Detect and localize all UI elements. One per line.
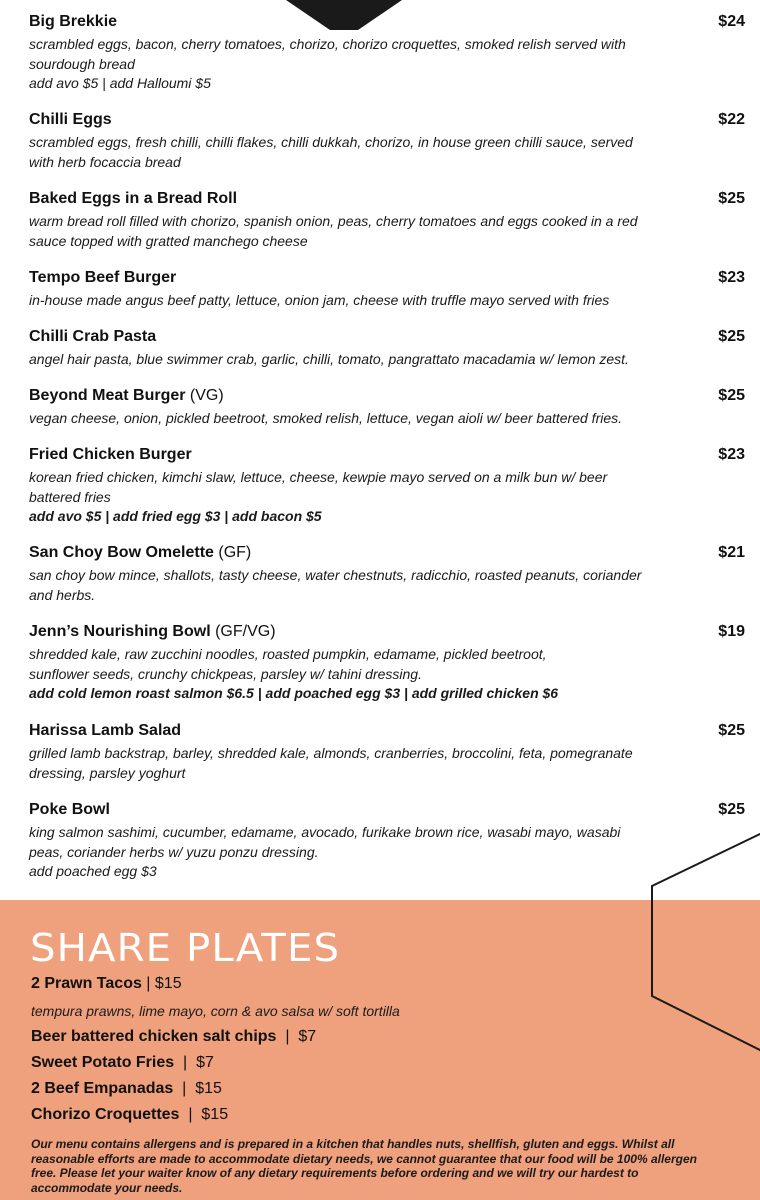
menu-item-poke-bowl: [29, 801, 745, 882]
menu-item-tempo-beef-burger: [29, 269, 745, 311]
item-name: Fried Chicken Burger: [29, 446, 192, 463]
item-description: grilled lamb backstrap, barley, shredded kale, almonds, cranberries, broccolini, feta, pomegranate dressing, parsley yoghurt: [29, 745, 633, 781]
menu-item-chilli-eggs: [29, 111, 745, 172]
item-addons: add poached egg $3: [29, 863, 157, 880]
item-price: $23: [718, 269, 745, 286]
item-name: Big Brekkie: [29, 13, 118, 30]
share-item-chicken-salt-chips: Beer battered chicken salt chips | $7: [31, 1028, 317, 1045]
menu-item-harissa-lamb-salad: [29, 722, 745, 783]
item-price: $23: [718, 446, 745, 463]
dietary-tag: (GF/VG): [215, 623, 276, 640]
item-description: king salmon sashimi, cucumber, edamame, avocado, furikake brown rice, wasabi mayo, wasabi peas, coriander herbs w/ yuzu ponzu dressing.: [29, 824, 621, 860]
item-price: $22: [718, 111, 745, 128]
item-name: Tempo Beef Burger: [29, 269, 177, 286]
item-description: angel hair pasta, blue swimmer crab, garlic, chilli, tomato, pangrattato macadamia w/ lemon zest.: [29, 351, 629, 367]
share-item-price: $15: [201, 1106, 229, 1123]
item-price: $24: [718, 13, 745, 30]
item-description: scrambled eggs, fresh chilli, chilli flakes, chilli dukkah, chorizo, in house green chilli sauce, served with herb focaccia bread: [29, 134, 633, 170]
share-item-price: $15: [195, 1080, 222, 1097]
item-description: warm bread roll filled with chorizo, spanish onion, peas, cherry tomatoes and eggs cooked in a red sauce topped with gratted manchego cheese: [29, 213, 638, 249]
item-addons: add cold lemon roast salmon $6.5 | add poached egg $3 | add grilled chicken $6: [29, 685, 559, 702]
item-price: $25: [718, 801, 745, 818]
item-description: shredded kale, raw zucchini noodles, roasted pumpkin, edamame, pickled beetroot, sunflower seeds, crunchy chickpeas, parsley w/ tahini dressing.: [29, 646, 547, 682]
item-name: Beyond Meat Burger (VG): [29, 387, 224, 404]
share-item-sweet-potato-fries: Sweet Potato Fries | $7: [31, 1054, 214, 1071]
share-item-prawn-tacos: 2 Prawn Tacos | $15: [31, 975, 182, 992]
item-description: scrambled eggs, bacon, cherry tomatoes, chorizo, chorizo croquettes, smoked relish served with sourdough bread: [29, 36, 626, 72]
menu-item-chilli-crab-pasta: [29, 328, 745, 370]
menu-item-fried-chicken-burger: [29, 446, 745, 527]
item-description: korean fried chicken, kimchi slaw, lettuce, cheese, kewpie mayo served on a milk bun w/ beer battered fries: [29, 469, 608, 505]
item-price: $19: [718, 623, 745, 640]
menu-item-beyond-meat-burger: [29, 387, 745, 429]
item-price: $25: [718, 328, 745, 345]
item-name: Jenn’s Nourishing Bowl (GF/VG): [29, 623, 276, 640]
item-name: Chilli Eggs: [29, 111, 112, 128]
allergen-disclaimer: Our menu contains allergens and is prepared in a kitchen that handles nuts, shellfish, gluten and eggs. Whilst all reasonable efforts are made to accommodate dietary needs, we cannot guarantee that our food will be 100% allergen free. Please let your waiter know of any dietary requirements before ordering and we will try our hardest to accommodate your needs.: [31, 1137, 697, 1195]
share-item-price: $7: [196, 1054, 214, 1071]
item-price: $25: [718, 190, 745, 207]
share-plates-section: [0, 900, 760, 1200]
item-description: san choy bow mince, shallots, tasty cheese, water chestnuts, radicchio, roasted peanuts, coriander and herbs.: [29, 567, 642, 603]
share-item-beef-empanadas: 2 Beef Empanadas | $15: [31, 1080, 222, 1097]
share-item-name: 2 Prawn Tacos: [31, 975, 142, 992]
item-name: Chilli Crab Pasta: [29, 328, 157, 345]
hexagon-outline-decor: [648, 832, 760, 1058]
item-description: vegan cheese, onion, pickled beetroot, smoked relish, lettuce, vegan aioli w/ beer battered fries.: [29, 410, 623, 426]
dietary-tag: (GF): [218, 544, 252, 561]
item-price: $25: [718, 387, 745, 404]
item-price: $21: [718, 544, 745, 561]
item-name: Harissa Lamb Salad: [29, 722, 182, 739]
dietary-tag: (VG): [189, 387, 224, 404]
share-item-name: Chorizo Croquettes: [31, 1106, 180, 1123]
item-addons: add avo $5 | add fried egg $3 | add bacon $5: [29, 508, 322, 525]
item-name: San Choy Bow Omelette (GF): [29, 544, 252, 561]
menu-item-san-choy-bow-omelette: [29, 544, 745, 605]
share-item-price: $7: [298, 1028, 317, 1045]
share-item-name: 2 Beef Empanadas: [31, 1080, 174, 1097]
item-description: in-house made angus beef patty, lettuce, onion jam, cheese with truffle mayo served with fries: [29, 292, 610, 308]
share-item-description: tempura prawns, lime mayo, corn & avo salsa w/ soft tortilla: [31, 1003, 400, 1019]
item-price: $25: [718, 722, 745, 739]
share-item-name: Sweet Potato Fries: [31, 1054, 175, 1071]
share-item-name: Beer battered chicken salt chips: [31, 1028, 277, 1045]
share-item-price: $15: [154, 975, 182, 992]
menu-item-jenns-nourishing-bowl: [29, 623, 745, 704]
item-name: Baked Eggs in a Bread Roll: [29, 190, 238, 207]
item-addons: add avo $5 | add Halloumi $5: [29, 75, 211, 92]
menu-item-big-brekkie: [29, 13, 745, 94]
item-name: Poke Bowl: [29, 801, 110, 818]
share-item-chorizo-croquettes: Chorizo Croquettes | $15: [31, 1106, 229, 1123]
menu-item-baked-eggs: [29, 190, 745, 251]
share-plates-title: SHARE PLATES: [30, 926, 341, 970]
